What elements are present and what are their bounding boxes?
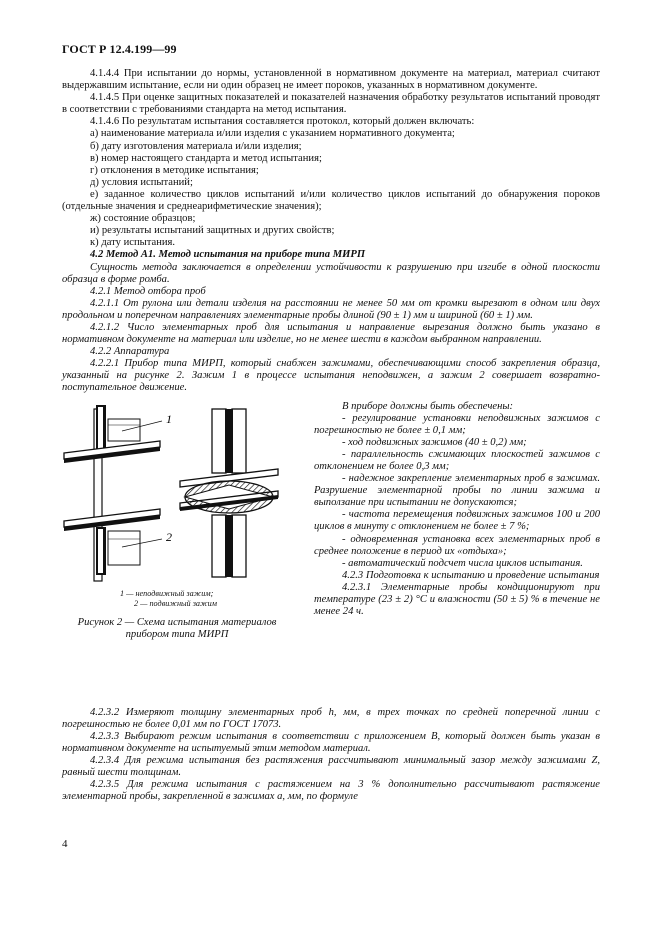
paragraph: 4.2.3.5 Для режима испытания с растяжением на 3 % дополнительно рассчитывают растяжение элементарной пробы, закрепленной в зажимах a, мм, по формуле <box>62 779 600 803</box>
list-item: и) результаты испытаний защитных и других свойств; <box>90 225 335 237</box>
label-2: 2 <box>166 529 172 544</box>
paragraph: 4.1.4.5 При оценке защитных показателей и показателей назначения обработку результатов испытаний проводят в соответствии с требованиями стандарта на метод испытания. <box>62 92 600 116</box>
list-item: а) наименование материала и/или изделия с указанием нормативного документа; <box>90 128 455 140</box>
legend-item: 1 — неподвижный зажим; <box>120 588 214 598</box>
list-item: - надежное закрепление элементарных проб в зажимах. Разрушение элементарной пробы по линии зажима и выползание при испытании не допускаются; <box>314 473 600 509</box>
paragraph: 4.2.2.1 Прибор типа МИРП, который снабжен зажимами, обеспечивающими способ закрепления образца, указанный на рисунке 2. Зажим 1 в процессе испытания неподвижен, а зажим 2 совершает возвратно-поступательное движение. <box>62 358 600 394</box>
section-heading: 4.2 Метод А1. Метод испытания на приборе типа МИРП <box>90 249 366 261</box>
page-content <box>62 68 600 803</box>
list-item: - регулирование установки неподвижных зажимов с погрешностью не более ± 0,1 мм; <box>314 412 600 436</box>
document-header: ГОСТ Р 12.4.199—99 <box>62 42 177 56</box>
paragraph: 4.2.3.2 Измеряют толщину элементарных проб h, мм, в трех точках по средней поперечной линии с погрешностью не более 0,01 мм по ГОСТ 17073. <box>62 706 600 730</box>
left-view <box>64 405 162 581</box>
paragraph: 4.1.4.4 При испытании до нормы, установленной в нормативном документе на материал, материал считают выдержавшим испытание, если ни один образец не имеет пороков, указанных в нормативном документе. <box>62 68 600 92</box>
right-column-text <box>314 401 600 619</box>
page-number: 4 <box>62 838 68 850</box>
clamp-diagram <box>62 399 312 589</box>
paragraph: Сущность метода заключается в определении устойчивости к разрушению при изгибе в одной плоскости образца в форме ромба. <box>62 261 600 285</box>
paragraph: 4.2.3.1 Элементарные пробы кондиционируют при температуре (23 ± 2) °С и влажности (50 ± 5) % в течение не менее 24 ч. <box>314 581 600 618</box>
list-item: - ход подвижных зажимов (40 ± 0,2) мм; <box>342 436 527 448</box>
legend-item: 2 — подвижный зажим <box>134 599 217 609</box>
list-item: - одновременная установка всех элементарных проб в среднее положение в период их «отдыха»; <box>314 533 600 557</box>
figure-row <box>62 399 600 707</box>
list-item: д) условия испытаний; <box>90 176 193 188</box>
list-item: г) отклонения в методике испытания; <box>90 164 259 176</box>
paragraph: 4.1.4.6 По результатам испытания составляется протокол, который должен включать: <box>90 116 475 128</box>
list-item: ж) состояние образцов; <box>90 213 196 225</box>
list-item: в) номер настоящего стандарта и метод испытания; <box>90 152 322 164</box>
list-item: - автоматический подсчет числа циклов испытания. <box>342 557 583 569</box>
figure-2 <box>62 399 312 707</box>
subsection-title: 4.2.1 Метод отбора проб <box>90 285 206 297</box>
paragraph: 4.2.1.2 Число элементарных проб для испытания и направление вырезания должно быть указано в нормативном документе на материал или изделие, но не менее шести в каждом выбранном направлении. <box>62 321 600 346</box>
list-item: - параллельность сжимающих плоскостей зажимов с отклонением не более 0,3 мм; <box>314 448 600 472</box>
subsection-title: 4.2.3 Подготовка к испытанию и проведение испытания <box>342 569 600 581</box>
paragraph: В приборе должны быть обеспечены: <box>342 400 514 412</box>
paragraph: 4.2.3.3 Выбирают режим испытания в соответствии с приложением В, который должен быть указан в нормативном документе на испытуемый этим методом материал. <box>62 730 600 754</box>
right-view <box>180 409 278 577</box>
subsection-title: 4.2.2 Аппаратура <box>90 346 170 358</box>
list-item: - частота перемещения подвижных зажимов 100 и 200 циклов в минуту с отклонением не более ± 7 %; <box>314 509 600 533</box>
figure-legend <box>120 589 217 610</box>
paragraph: 4.2.1.1 От рулона или детали изделия на расстоянии не менее 50 мм от кромки вырезают в одном или двух продольном и поперечном направлениях элементарные пробы длиной (90 ± 1) мм и шириной (60 ± 1) мм. <box>62 297 600 321</box>
figure-caption: Рисунок 2 — Схема испытания материалов прибором типа МИРП <box>77 616 277 640</box>
list-item: к) дату испытания. <box>90 237 176 249</box>
list-item: е) заданное количество циклов испытаний и/или количество циклов испытаний до обнаружения пороков (отдельные значения и среднеарифметические значения); <box>62 188 600 213</box>
label-1: 1 <box>166 411 172 426</box>
list-item: б) дату изготовления материала и/или изделия; <box>90 140 302 152</box>
paragraph: 4.2.3.4 Для режима испытания без растяжения рассчитывают минимальный зазор между зажимами Z, равный шести толщинам. <box>62 754 600 778</box>
